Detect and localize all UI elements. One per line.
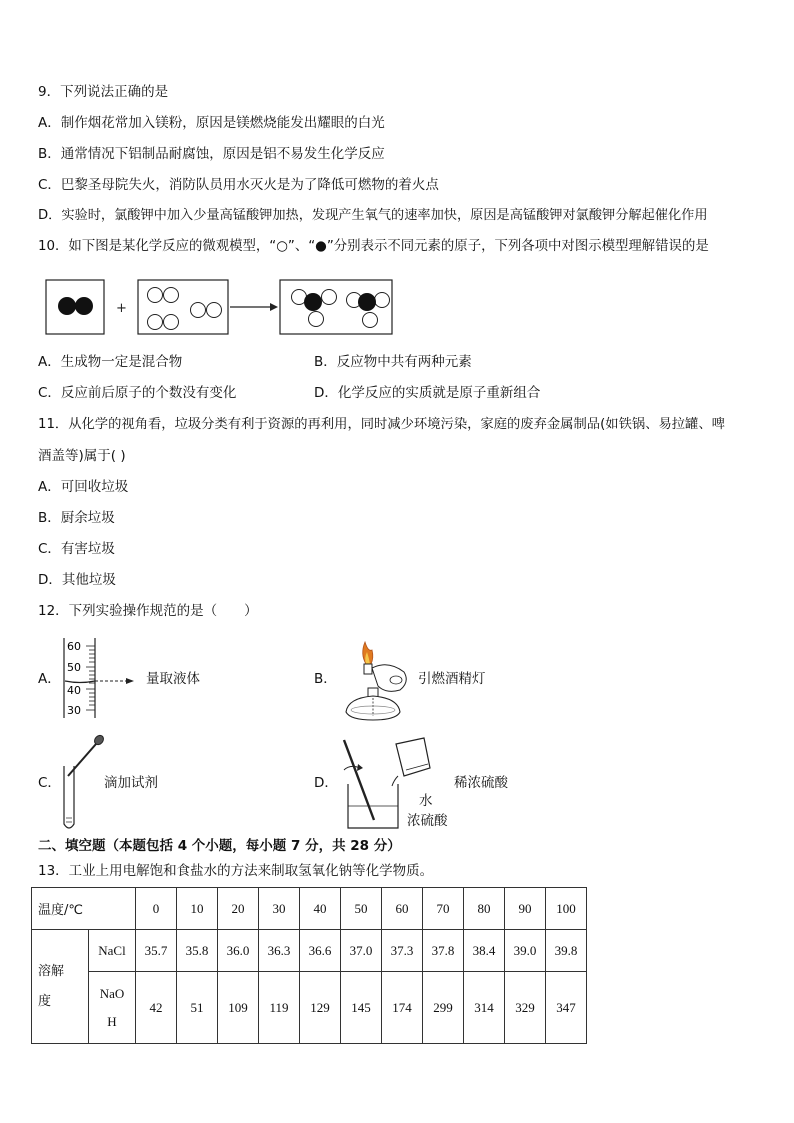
table-cell: 60 [382, 888, 423, 930]
white-atom [148, 288, 163, 303]
table-cell: 30 [259, 888, 300, 930]
table-cell: 39.0 [505, 930, 546, 972]
dark-atom [358, 293, 376, 311]
solubility-table [31, 887, 587, 1044]
table-cell: 38.4 [464, 930, 505, 972]
row-label-nacl: NaCl [89, 930, 136, 972]
dark-atom [58, 297, 76, 315]
dark-atom [75, 297, 93, 315]
label-water: 水 [419, 793, 433, 809]
tick-label-60: 60 [67, 640, 81, 653]
q12-option-c-letter: C． [38, 775, 61, 791]
q13-stem: 13．工业上用电解饱和食盐水的方法来制取氢氧化钠等化学物质。 [38, 863, 434, 879]
table-cell: 109 [218, 972, 259, 1044]
q10-option-a: A．生成物一定是混合物 [38, 354, 183, 370]
q10-option-b: B．反应物中共有两种元素 [314, 354, 472, 370]
q12-option-c-caption: 滴加试剂 [104, 775, 158, 791]
q11-option-c: C．有害垃圾 [38, 541, 115, 557]
group-label-line-2: 度 [38, 993, 52, 1009]
q11-option-d: D．其他垃圾 [38, 572, 116, 588]
table-cell: 42 [136, 972, 177, 1044]
table-cell: 20 [218, 888, 259, 930]
table-cell: 299 [423, 972, 464, 1044]
section-2-title: 二、填空题（本题包括 4 个小题，每小题 7 分，共 28 分） [38, 838, 401, 854]
group-label-solubility [32, 930, 89, 1044]
q12-option-b-caption: 引燃酒精灯 [418, 671, 486, 687]
q12-option-b-letter: B． [314, 671, 337, 687]
tick-label-50: 50 [67, 661, 81, 674]
table-cell: 35.8 [177, 930, 218, 972]
table-cell: 129 [300, 972, 341, 1044]
table-cell: 80 [464, 888, 505, 930]
header-temperature: 温度/℃ [32, 888, 136, 930]
table-cell: 174 [382, 972, 423, 1044]
q9-option-c: C．巴黎圣母院失火，消防队员用水灭火是为了降低可燃物的着火点 [38, 177, 439, 193]
dropper-tube [68, 744, 96, 776]
label-concentrated-acid: 浓硫酸 [407, 813, 448, 829]
q11-stem-line-2: 酒盖等)属于( ) [38, 448, 126, 464]
table-cell: 36.0 [218, 930, 259, 972]
white-atom [363, 313, 378, 328]
table-cell: 37.0 [341, 930, 382, 972]
table-cell: 39.8 [546, 930, 587, 972]
q12-option-a-caption: 量取液体 [146, 671, 200, 687]
lamp-wick-top [364, 664, 372, 674]
white-atom [148, 315, 163, 330]
table-cell: 90 [505, 888, 546, 930]
white-atom [191, 303, 206, 318]
q12-option-a-letter: A． [38, 671, 61, 687]
q9-option-a: A．制作烟花常加入镁粉，原因是镁燃烧能发出耀眼的白光 [38, 115, 385, 131]
table-cell: 329 [505, 972, 546, 1044]
table-cell: 10 [177, 888, 218, 930]
table-cell: 347 [546, 972, 587, 1044]
q9-stem: 9．下列说法正确的是 [38, 84, 169, 100]
q11-stem-line-1: 11．从化学的视角看，垃圾分类有利于资源的再利用，同时减少环境污染，家庭的废弃金属制品(如铁锅、易拉罐、啤 [38, 417, 725, 432]
table-cell: 0 [136, 888, 177, 930]
table-cell: 35.7 [136, 930, 177, 972]
white-atom [322, 290, 337, 305]
tick-label-40: 40 [67, 684, 81, 697]
table-row [32, 888, 587, 930]
q9-option-b: B．通常情况下铝制品耐腐蚀，原因是铝不易发生化学反应 [38, 146, 385, 162]
row-label-naoh-line-1: NaO [99, 985, 125, 1001]
reaction-model-figure [44, 278, 396, 338]
liquid-meniscus [65, 681, 95, 683]
q10-option-d: D．化学反应的实质就是原子重新组合 [314, 385, 541, 401]
white-atom [164, 288, 179, 303]
table-cell: 36.6 [300, 930, 341, 972]
table-cell: 145 [341, 972, 382, 1044]
q11-option-a: A．可回收垃圾 [38, 479, 129, 495]
table-cell: 51 [177, 972, 218, 1044]
table-cell: 37.8 [423, 930, 464, 972]
q11-option-b: B．厨余垃圾 [38, 510, 115, 526]
row-label-naoh [89, 972, 136, 1044]
table-cell: 37.3 [382, 930, 423, 972]
q9-option-d: D．实验时，氯酸钾中加入少量高锰酸钾加热，发现产生氧气的速率加快，原因是高锰酸钾对氯酸钾分解起催化作用 [38, 208, 708, 223]
white-atom [309, 312, 324, 327]
table-row [32, 972, 587, 1044]
white-atom [164, 315, 179, 330]
measuring-cylinder-figure [62, 636, 144, 720]
alcohol-lamp-figure [338, 634, 418, 722]
table-cell: 70 [423, 888, 464, 930]
white-atom [375, 293, 390, 308]
q10-stem: 10．如下图是某化学反应的微观模型，“○”、“●”分别表示不同元素的原子，下列各项中对图示模型理解错误的是 [38, 239, 709, 254]
plus-sign: + [116, 301, 127, 316]
table-row [32, 930, 587, 972]
table-cell: 36.3 [259, 930, 300, 972]
table-cell: 40 [300, 888, 341, 930]
q10-option-c: C．反应前后原子的个数没有变化 [38, 385, 237, 401]
eye-icon [126, 678, 134, 684]
tick-label-30: 30 [67, 704, 81, 717]
q12-stem: 12．下列实验操作规范的是（ ） [38, 603, 258, 619]
table-cell: 50 [341, 888, 382, 930]
table-cell: 314 [464, 972, 505, 1044]
row-label-naoh-line-2: H [107, 1013, 117, 1029]
q12-option-d-letter: D． [314, 775, 338, 791]
dropper-test-tube-figure [58, 734, 110, 834]
table-cell: 119 [259, 972, 300, 1044]
q12-option-d-caption: 稀浓硫酸 [454, 775, 508, 791]
pour-stream [392, 776, 398, 786]
table-cell: 100 [546, 888, 587, 930]
group-label-line-1: 溶解 [38, 963, 65, 979]
white-atom [207, 303, 222, 318]
pouring-beaker [396, 738, 430, 776]
arrow-head [270, 303, 278, 311]
dark-atom [304, 293, 322, 311]
